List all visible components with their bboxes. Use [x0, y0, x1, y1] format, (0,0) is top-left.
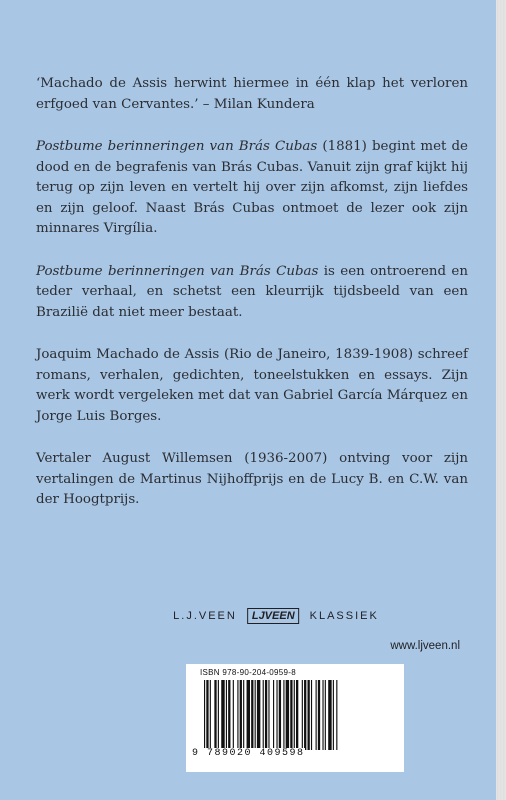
imprint-publisher: L.J.VEEN [173, 610, 237, 622]
praise-text: is een ontroerend en teder verhaal, en schetst een kleurrijk tijdsbeeld van een Brazilië dat niet meer bestaat. [36, 263, 468, 320]
publisher-logo: LJVEEN [247, 608, 300, 624]
barcode-bar [243, 680, 244, 750]
barcode-bar [237, 680, 238, 750]
barcode-bar [247, 680, 250, 750]
barcode-bar [279, 680, 281, 750]
barcode-bar [276, 680, 277, 750]
barcode-bar [268, 680, 269, 750]
barcode-bars [202, 680, 390, 756]
barcode-bar [296, 680, 298, 750]
summary-paragraph [36, 137, 468, 240]
barcode-bar [263, 680, 264, 750]
barcode-bar [325, 680, 326, 750]
barcode-bar [333, 680, 334, 750]
barcode-bar [204, 680, 205, 750]
barcode-bar [206, 680, 208, 750]
barcode-bar [255, 680, 256, 750]
translator-bio: Vertaler August Willemsen (1936-2007) ontving voor zijn vertalingen de Martinus Nijhoffprijs en de Lucy B. en C.W. van der Hoogtprijs. [36, 451, 468, 507]
barcode-bar [290, 680, 292, 750]
isbn-label: ISBN 978-90-204-0959-8 [200, 668, 296, 677]
barcode-bar [240, 680, 242, 750]
blurb [36, 74, 468, 533]
barcode-bar [286, 680, 289, 750]
barcode-bar [210, 680, 211, 750]
page-edges [496, 0, 506, 800]
barcode-bar [302, 680, 303, 750]
publisher-website: www.ljveen.nl [390, 640, 460, 652]
barcode-bar [251, 680, 253, 750]
imprint-series: KLASSIEK [309, 610, 379, 622]
book-title: Postbume berinneringen van Brás Cubas [36, 263, 319, 279]
author-bio: Joaquim Machado de Assis (Rio de Janeiro, 1839-1908) schreef romans, verhalen, gedichten, toneelstukken en essays. Zijn werk wordt vergeleken met dat van Gabriel García Márquez en Jorge Luis Borges. [36, 347, 468, 424]
barcode-bar [318, 680, 320, 750]
barcode-bar [308, 680, 310, 750]
barcode-bar [294, 680, 295, 750]
kundera-quote: ‘Machado de Assis herwint hiermee in één klap het verloren erfgoed van Cervantes.’ – Milan Kundera [36, 76, 468, 112]
barcode-bar [304, 680, 306, 750]
barcode-bar [218, 680, 219, 750]
summary-text: (1881) begint met de dood en de begrafenis van Brás Cubas. Vanuit zijn graf kijkt hij terug op zijn leven en vertelt hij over zijn afkomst, zijn liefdes en zijn geloof. Naast Brás Cubas ontmoet de lezer ook zijn minnares Virgília. [36, 139, 468, 236]
barcode-bar [257, 680, 260, 750]
barcode-bar [322, 680, 323, 750]
barcode-bar [316, 680, 317, 750]
barcode [186, 664, 404, 772]
publisher-imprint [173, 608, 379, 624]
barcode-bar [226, 680, 227, 750]
barcode-bar [283, 680, 284, 750]
barcode-bar [273, 680, 274, 750]
barcode-bar [265, 680, 267, 750]
barcode-bar [214, 680, 216, 750]
isbn-digits: 9 789020 409598 [192, 748, 305, 759]
barcode-bar [328, 680, 331, 750]
barcode-bar [228, 680, 230, 750]
barcode-bar [311, 680, 312, 750]
barcode-bar [233, 680, 234, 750]
book-title: Postbume berinneringen van Brás Cubas [36, 139, 318, 154]
praise-paragraph [36, 262, 468, 324]
barcode-bar [336, 680, 337, 750]
barcode-bar [221, 680, 224, 750]
